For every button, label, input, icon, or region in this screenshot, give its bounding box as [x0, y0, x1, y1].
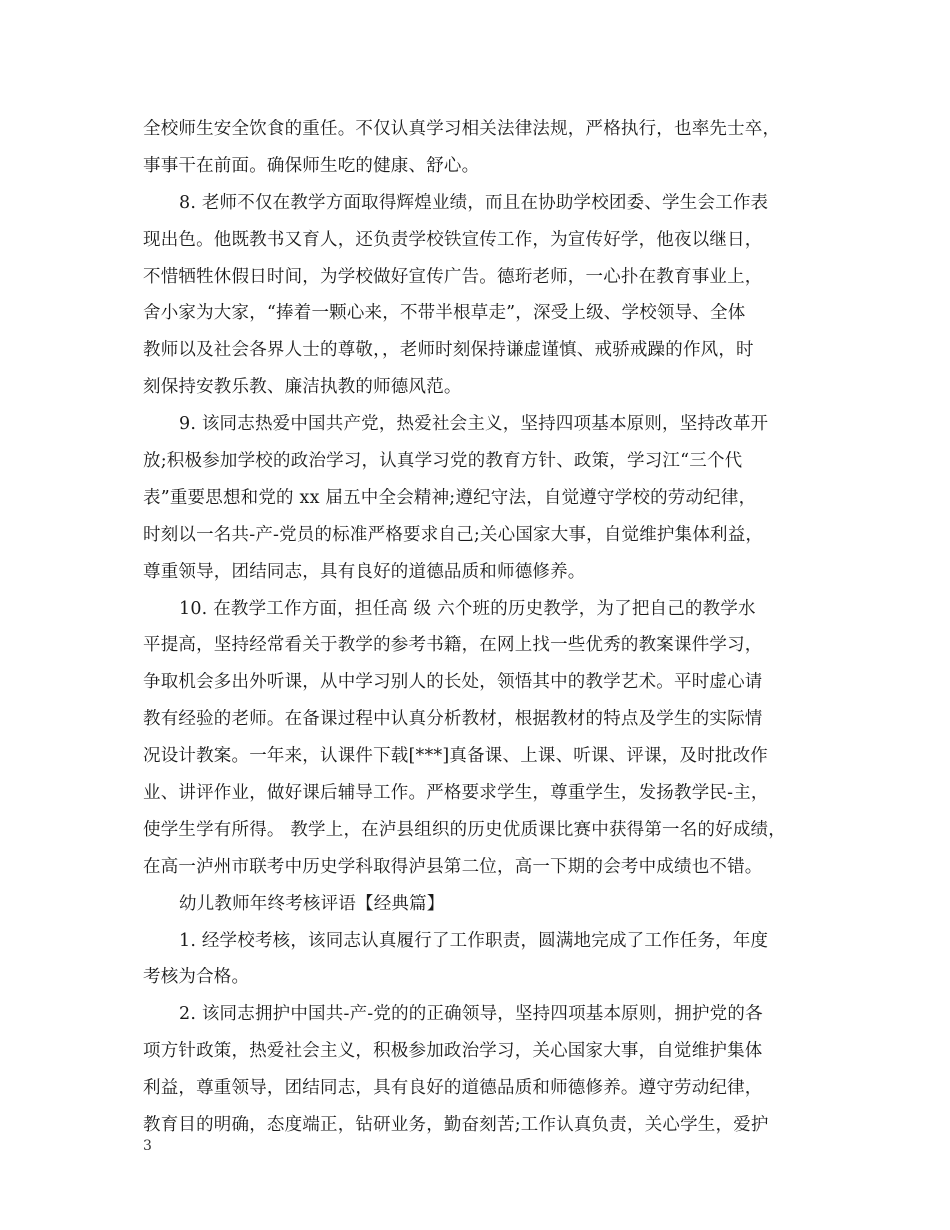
text-line: 争取机会多出外听课，从中学习别人的长处，领悟其中的教学艺术。平时虚心请	[143, 672, 763, 693]
text-line: 1. 经学校考核，该同志认真履行了工作职责，圆满地完成了工作任务，年度	[179, 930, 769, 951]
text-line: 刻保持安教乐教、廉洁执教的师德风范。	[143, 377, 462, 398]
paragraph	[143, 886, 823, 923]
text-line: 平提高，坚持经常看关于教学的参考书籍，在网上找一些优秀的教案课件学习，	[143, 635, 763, 656]
text-line: 全校师生安全饮食的重任。不仅认真学习相关法律法规，严格执行，也率先士卒，	[143, 119, 781, 139]
text-line: 教有经验的老师。在备课过程中认真分析教材，根据教材的特点及学生的实际情	[143, 709, 763, 730]
text-line: 10. 在教学工作方面，担任高 级 六个班的历史教学，为了把自己的教学水	[179, 598, 756, 619]
text-line: 表”重要思想和党的 xx 届五中全会精神;遵纪守法，自觉遵守学校的劳动纪律，	[143, 487, 757, 508]
text-line: 教育目的明确，态度端正，钻研业务，勤奋刻苦;工作认真负责，关心学生，爱护	[143, 1115, 769, 1136]
paragraph	[143, 923, 823, 997]
text-line: 考核为合格。	[143, 967, 250, 988]
text-line: 尊重领导，团结同志，具有良好的道德品质和师德修养。	[143, 561, 586, 582]
text-line: 舍小家为大家，“捧着一颗心来，不带半根草走”，深受上级、学校领导、全体	[143, 303, 746, 324]
paragraph	[143, 111, 823, 185]
text-line: 事事干在前面。确保师生吃的健康、舒心。	[143, 155, 480, 176]
paragraph	[143, 185, 823, 406]
paragraph	[143, 996, 823, 1144]
text-line: 使学生学有所得。 教学上，在泸县组织的历史优质课比赛中获得第一名的好成绩，	[143, 819, 786, 840]
text-line: 幼儿教师年终考核评语【经典篇】	[179, 893, 445, 914]
text-line: 教师以及社会各界人士的尊敬，，老师时刻保持谦虚谨慎、戒骄戒躁的作风，时	[143, 340, 754, 361]
text-line: 利益，尊重领导，团结同志，具有良好的道德品质和师德修养。遵守劳动纪律，	[143, 1078, 763, 1099]
paragraph	[143, 591, 823, 886]
page-number: 3	[143, 1138, 152, 1154]
text-line: 时刻以一名共-产-党员的标准严格要求自己;关心国家大事，自觉维护集体利益，	[143, 524, 764, 545]
text-line: 现出色。他既教书又育人，还负责学校铁宣传工作，为宣传好学，他夜以继日，	[143, 229, 763, 250]
text-line: 不惜牺牲休假日时间，为学校做好宣传广告。德珩老师，一心扑在教育事业上，	[143, 266, 763, 287]
text-line: 在高一泸州市联考中历史学科取得泸县第二位，高一下期的会考中成绩也不错。	[143, 856, 763, 877]
text-line: 2. 该同志拥护中国共-产-党的的正确领导，坚持四项基本原则，拥护党的各	[179, 1004, 763, 1025]
text-line: 9. 该同志热爱中国共产党，热爱社会主义，坚持四项基本原则，坚持改革开	[179, 414, 769, 435]
text-line: 放;积极参加学校的政治学习，认真学习党的教育方针、政策，学习江“三个代	[143, 451, 743, 472]
text-line: 项方针政策，热爱社会主义，积极参加政治学习，关心国家大事，自觉维护集体	[143, 1041, 763, 1062]
text-line: 业、讲评作业，做好课后辅导工作。严格要求学生，尊重学生，发扬教学民-主，	[143, 783, 769, 804]
document-body	[143, 111, 823, 1144]
text-line: 况设计教案。一年来，认课件下载[***]真备课、上课、听课、评课，及时批改作	[143, 746, 769, 767]
paragraph	[143, 406, 823, 590]
text-line: 8. 老师不仅在教学方面取得辉煌业绩，而且在协助学校团委、学生会工作表	[179, 192, 769, 213]
